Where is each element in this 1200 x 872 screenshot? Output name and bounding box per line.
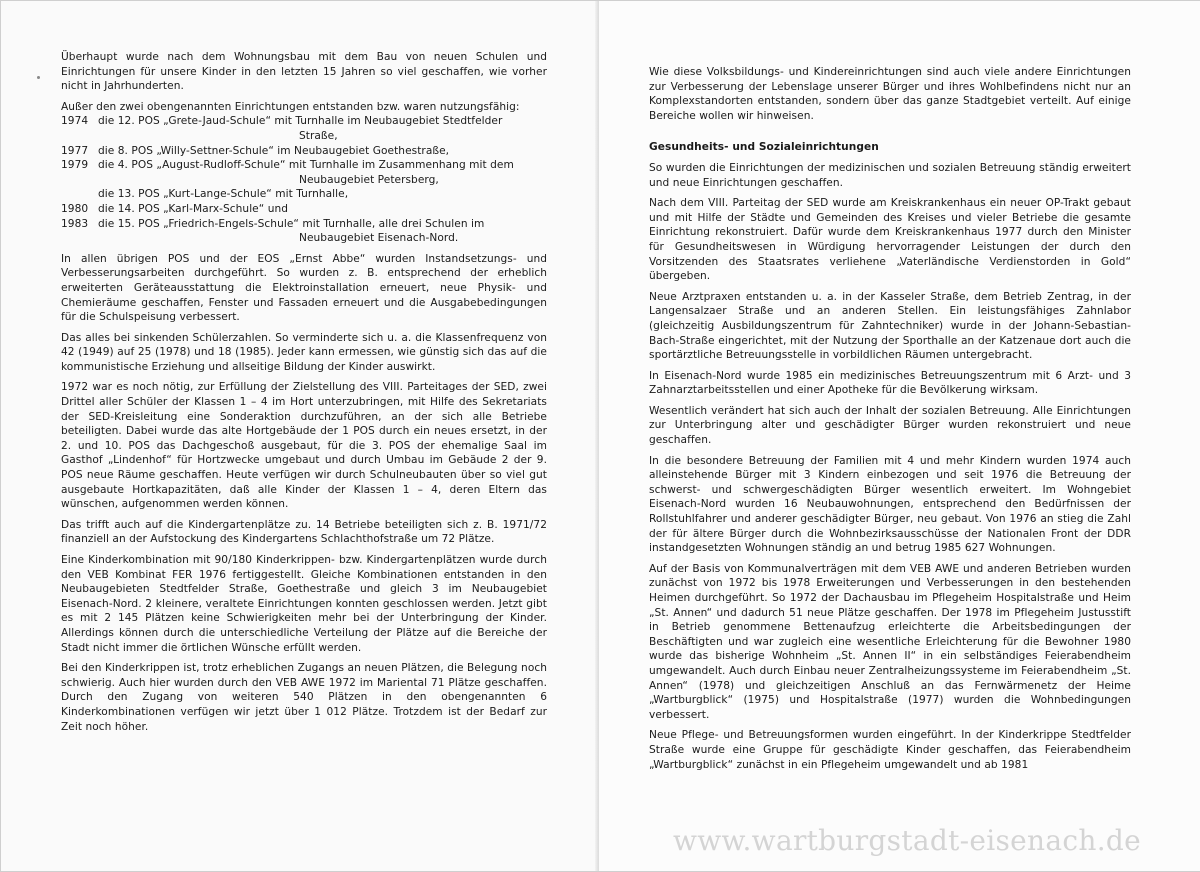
school-text-continuation: Neubaugebiet Eisenach-Nord. [299, 232, 459, 245]
school-entry [61, 158, 547, 187]
paragraph: Auf der Basis von Kommunalverträgen mit dem VEB AWE und anderen Betrieben wurden zunächst von 1972 bis 1978 Erweiterungen und Verbesserungen in den bestehenden Heimen durchgeführt. So 1972 der Dachausbau im Pflegeheim Hospitalstraße und Heim „St. Annen“ und dadurch 51 neue Plätze geschaffen. Der 1978 im Pflegeheim Justusstift in Betrieb genommene Bettenaufzug erleichterte die Arbeitsbedingungen der Beschäftigten und war zugleich eine wesentliche Erleichterung für die Bewohner 1980 wurde das bisherige Wohnheim „St. Annen II“ in ein selbständiges Feierabendheim umgewandelt. Auch durch Einbau neuer Zentralheizungssysteme im Feierabendheim „St. Annen“ (1978) und gleichzeitigen Anschluß an das Fernwärmenetz der Heime „Wartburgblick“ (1975) und Hospitalstraße (1977) wurden die Wohnbedingungen verbessert. [649, 562, 1131, 721]
school-text-continuation: Straße, [299, 129, 338, 142]
school-text: die 12. POS „Grete-Jaud-Schule“ mit Turnhalle im Neubaugebiet Stedtfelder [98, 115, 503, 128]
paragraph: Wie diese Volksbildungs- und Kindereinrichtungen sind auch viele andere Einrichtungen zur Verbesserung der Lebenslage unserer Bürger und ihres Wohlbefindens nicht nur an Komplexstandorten entstanden, sondern über das ganze Stadtgebiet verteilt. Auf einige Bereiche wollen wir hinweisen. [649, 66, 1131, 122]
left-text-column [61, 50, 547, 740]
school-entry [61, 217, 547, 246]
paragraph: Wesentlich verändert hat sich auch der Inhalt der sozialen Betreuung. Alle Einrichtungen zur Unterbringung alter und geschädigter Bürger wurden rekonstruiert und neue geschaffen. [649, 404, 1131, 447]
school-year: 1979 [61, 159, 89, 172]
right-page [599, 1, 1200, 871]
school-entry [61, 187, 547, 202]
right-text-column [649, 65, 1131, 778]
school-text: die 13. POS „Kurt-Lange-Schule“ mit Turnhalle, [98, 188, 349, 201]
school-year: 1974 [61, 115, 89, 128]
paragraph: 1972 war es noch nötig, zur Erfüllung der Zielstellung des VIII. Parteitages der SED, zwei Drittel aller Schüler der Klassen 1 – 4 im Hort unterzubringen, mit Hilfe des Sekretariats der SED-Kreisleitung eine Sonderaktion durchzuführen, an der sich alle Betriebe beteiligten. Dabei wurde das alte Hortgebäude der 1 POS durch ein neues ersetzt, in der 2. und 10. POS das Dachgeschoß ausgebaut, für die 3. POS der ehemalige Saal im Gasthof „Lindenhof“ für Hortzwecke umgebaut und durch Umbau im Gebäude 2 der 9. POS neue Räume geschaffen. Heute verfügen wir durch Schulneubauten über so viel gut ausgebaute Hortkapazitäten, daß alle Kinder der Klassen 1 – 4, deren Eltern das wünschen, aufgenommen werden können. [61, 381, 547, 511]
paragraph: Nach dem VIII. Parteitag der SED wurde am Kreiskrankenhaus ein neuer OP-Trakt gebaut und mit Hilfe der Städte und Gemeinden des Kreises und vieler Betriebe die gesamte Einrichtung rekonstruiert. Dafür wurde dem Kreiskrankenhaus 1977 durch den Minister für Gesundheitswesen in Würdigung hervorragender Leistungen der durch den Vorsitzenden des Staatsrates verliehene „Vaterländische Verdienstorden in Gold“ übergeben. [649, 197, 1131, 283]
school-text: die 4. POS „August-Rudloff-Schule“ mit Turnhalle im Zusammenhang mit dem [98, 159, 514, 172]
school-text-continuation: Neubaugebiet Petersberg, [299, 173, 439, 186]
school-year: 1977 [61, 144, 89, 157]
school-entry [61, 114, 547, 143]
paragraph: Das alles bei sinkenden Schülerzahlen. So verminderte sich u. a. die Klassenfrequenz von 42 (1949) auf 25 (1978) und 18 (1985). Jeder kann ermessen, wie günstig sich das auf die kommunistische Erziehung und allseitige Bildung der Kinder auswirkt. [61, 331, 547, 373]
school-entry [61, 144, 547, 159]
paragraph: So wurden die Einrichtungen der medizinischen und sozialen Betreuung ständig erweitert und neue Einrichtungen geschaffen. [649, 161, 1131, 189]
website-watermark: www.wartburgstadt-eisenach.de [673, 824, 1141, 857]
paragraph: In allen übrigen POS und der EOS „Ernst Abbe“ wurden Instandsetzungs- und Verbesserungsarbeiten durchgeführt. So wurden z. B. entsprechend der erheblich erweiterten Geräteausstattung die Elektroinstallation erneuert, neue Physik- und Chemieräume geschaffen, Fenster und Fassaden erneuert und die Ausgabebedingungen für die Schulspeisung verbessert. [61, 252, 547, 324]
school-text: die 8. POS „Willy-Settner-Schule“ im Neubaugebiet Goethestraße, [98, 144, 450, 157]
paragraph: Außer den zwei obengenannten Einrichtungen entstanden bzw. waren nutzungsfähig: [61, 100, 520, 113]
paragraph: Das trifft auch auf die Kindergartenplätze zu. 14 Betriebe beteiligten sich z. B. 1971/72 finanziell an der Aufstockung des Kindergartens Schlachthofstraße um 72 Plätze. [61, 518, 547, 546]
left-page [1, 1, 599, 871]
paragraph: In die besondere Betreuung der Familien mit 4 und mehr Kindern wurden 1974 auch alleinstehende Bürger mit 3 Kindern einbezogen und seit 1976 die Betreuung der schwerst- und schwergeschädigten Bürger wesentlich erweitert. Im Wohngebiet Eisenach-Nord wurden 16 Neubauwohnungen, entsprechend den Bedürfnissen der Rollstuhlfahrer und anderer geschädigter Bürger, neu gebaut. Von 1976 an stieg die Zahl der für ältere Bürger durch die Wohnbezirksausschüsse der Nationalen Front der DDR instandgesetzten Wohnungen ständig an und betrug 1985 627 Wohnungen. [649, 454, 1131, 555]
school-year: 1980 [61, 202, 89, 215]
paragraph: In Eisenach-Nord wurde 1985 ein medizinisches Betreuungszentrum mit 6 Arzt- und 3 Zahnarztarbeitsstellen und einer Apotheke für die Bevölkerung wirksam. [649, 369, 1131, 397]
school-year: 1983 [61, 217, 89, 230]
school-text: die 14. POS „Karl-Marx-Schule“ und [98, 202, 289, 215]
page-speck [37, 76, 40, 79]
school-text: die 15. POS „Friedrich-Engels-Schule“ mit Turnhalle, alle drei Schulen im [98, 217, 485, 230]
paragraph: Bei den Kinderkrippen ist, trotz erheblichen Zugangs an neuen Plätzen, die Belegung noch schwierig. Auch hier wurden durch den VEB AWE 1972 im Mariental 71 Plätze geschaffen. Durch den Zugang von weiteren 540 Plätzen in den obengenannten 6 Kinderkombinationen verfügen wir jetzt über 1 012 Plätze. Trotzdem ist der Bedarf zur Zeit noch höher. [61, 662, 547, 733]
paragraph: Überhaupt wurde nach dem Wohnungsbau mit dem Bau von neuen Schulen und Einrichtungen für unsere Kinder in den letzten 15 Jahren so viel geschaffen, wie vorher nicht in Jahrhunderten. [61, 51, 547, 93]
school-entry [61, 202, 547, 217]
paragraph: Eine Kinderkombination mit 90/180 Kinderkrippen- bzw. Kindergartenplätzen wurde durch den VEB Kombinat FER 1976 fertiggestellt. Gleiche Kombinationen entstanden in den Neubaugebieten Stedtfelder Straße, Goethestraße und gleich 3 im Neubaugebiet Eisenach-Nord. 2 kleinere, veraltete Einrichtungen konnten geschlossen werden. Jetzt gibt es mit 2 145 Plätzen keine Schwierigkeiten mehr bei der Unterbringung der Kinder. Allerdings können durch die unterschiedliche Verteilung der Plätze auf die Bereiche der Stadt nicht immer die örtlichen Wünsche erfüllt werden. [61, 554, 547, 654]
paragraph: Neue Arztpraxen entstanden u. a. in der Kasseler Straße, dem Betrieb Zentrag, in der Langensalzaer Straße und an anderen Stellen. Ein leistungsfähiges Zahnlabor (gleichzeitig Ausbildungszentrum für Zahntechniker) wurde in der Johann-Sebastian-Bach-Straße eingerichtet, mit der Nutzung der Sporthalle an der Katzenaue dort auch die sportärztliche Betreuungsstelle in vorbildlichen Räumen untergebracht. [649, 290, 1131, 362]
paragraph: Neue Pflege- und Betreuungsformen wurden eingeführt. In der Kinderkrippe Stedtfelder Straße wurde eine Gruppe für geschädigte Kinder geschaffen, das Feierabendheim „Wartburgblick“ zunächst in ein Pflegeheim umgewandelt und ab 1981 [649, 729, 1131, 771]
school-list [61, 114, 547, 245]
section-heading: Gesundheits- und Sozialeinrichtungen [649, 141, 879, 154]
